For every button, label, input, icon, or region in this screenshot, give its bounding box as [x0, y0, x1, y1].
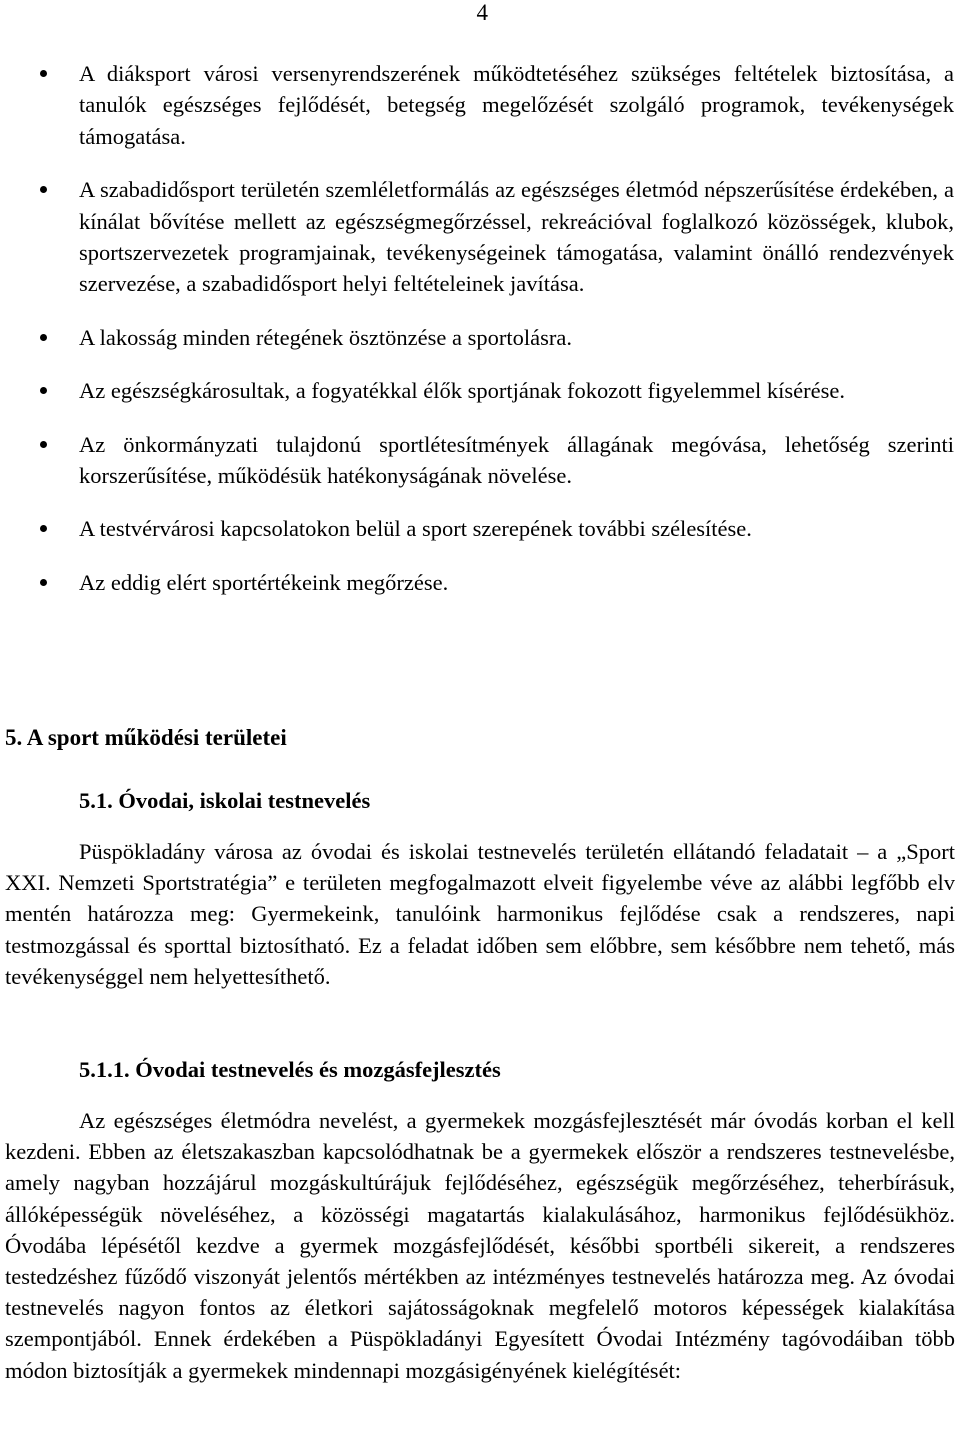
bullet-icon	[40, 334, 47, 341]
bullet-icon	[40, 525, 47, 532]
list-item	[0, 58, 960, 152]
section-heading: 5. A sport működési területei	[5, 725, 287, 750]
list-item-text: A lakosság minden rétegének ösztönzése a sportolásra.	[79, 324, 572, 350]
list-item	[0, 322, 960, 353]
list-item	[0, 429, 960, 492]
body-paragraph: Püspökladány városa az óvodai és iskolai testnevelés területén ellátandó feladatait – a „Sport XXI. Nemzeti Sportstratégia” e területen megfogalmazott elveit figyelembe véve az alábbi legfőbb elv mentén határozza meg: Gyermekeink, tanulóink harmonikus fejlődése csak a rendszeres, napi testmozgással és sporttal biztosítható. Ez a feladat időben sem előbbre, sem későbbre nem tehető, más tevékenységgel nem helyettesíthető.	[5, 839, 955, 989]
list-item-text: A diáksport városi versenyrendszerének működtetéséhez szükséges feltételek biztosítása, a tanulók egészséges fejlődését, betegség megelőzését szolgáló programok, tevékenységek támogatása.	[79, 61, 954, 149]
list-item	[0, 513, 960, 544]
bullet-icon	[40, 186, 47, 193]
list-item-text: Az eddig elért sportértékeink megőrzése.	[79, 569, 449, 595]
list-item	[0, 375, 960, 406]
list-item-text: A szabadidősport területén szemléletformálás az egészséges életmód népszerűsítése érdekében, a kínálat bővítése mellett az egészségmegőrzéssel, rekreációval foglalkozó közösségek, klubok, sportszervezetek programjainak, tevékenységeinek támogatása, valamint önálló rendezvények szervezése, a szabadidősport helyi feltételeinek javítása.	[79, 177, 954, 297]
subsection-heading: 5.1.1. Óvodai testnevelés és mozgásfejlesztés	[79, 1057, 501, 1082]
body-paragraph: Az egészséges életmódra nevelést, a gyermekek mozgásfejlesztését már óvodás korban el kell kezdeni. Ebben az életszakaszban kapcsolódhatnak be a gyermekek először a rendszeres testnevelésbe, amely nagyban hozzájárul mozgáskultúrájuk fejlődéséhez, egészségük megőrzéséhez, teherbírásuk, állóképességük növeléséhez, a közösségi magatartás kialakulásához, harmonikus fejlődésükhöz. Óvodába lépésétől kezdve a gyermek mozgásfejlődését, későbbi sportbéli sikereit, a rendszeres testedzéshez fűződő viszonyát jelentős mértékben az intézményes testnevelés határozza meg. Az óvodai testnevelés nagyon fontos az életkori sajátosságoknak megfelelő motoros képességek kialakítása szempontjából. Ennek érdekében a Püspökladányi Egyesített Óvodai Intézmény tagóvodáiban több módon biztosítják a gyermekek mindennapi mozgásigényének kielégítését:	[5, 1108, 955, 1383]
list-item-text: A testvérvárosi kapcsolatokon belül a sport szerepének további szélesítése.	[79, 516, 752, 542]
list-item	[0, 174, 960, 300]
subsection-heading: 5.1. Óvodai, iskolai testnevelés	[79, 788, 371, 813]
list-item	[0, 567, 960, 598]
bullet-icon	[40, 579, 47, 586]
page-number: 4	[476, 0, 488, 25]
bullet-icon	[40, 441, 47, 448]
list-item-text: Az önkormányzati tulajdonú sportlétesítmények állagának megóvása, lehetőség szerinti korszerűsítése, működésük hatékonyságának növelése.	[79, 431, 954, 489]
bullet-list	[0, 58, 960, 620]
bullet-icon	[40, 70, 47, 77]
bullet-icon	[40, 387, 47, 394]
list-item-text: Az egészségkárosultak, a fogyatékkal élők sportjának fokozott figyelemmel kísérése.	[79, 378, 845, 404]
